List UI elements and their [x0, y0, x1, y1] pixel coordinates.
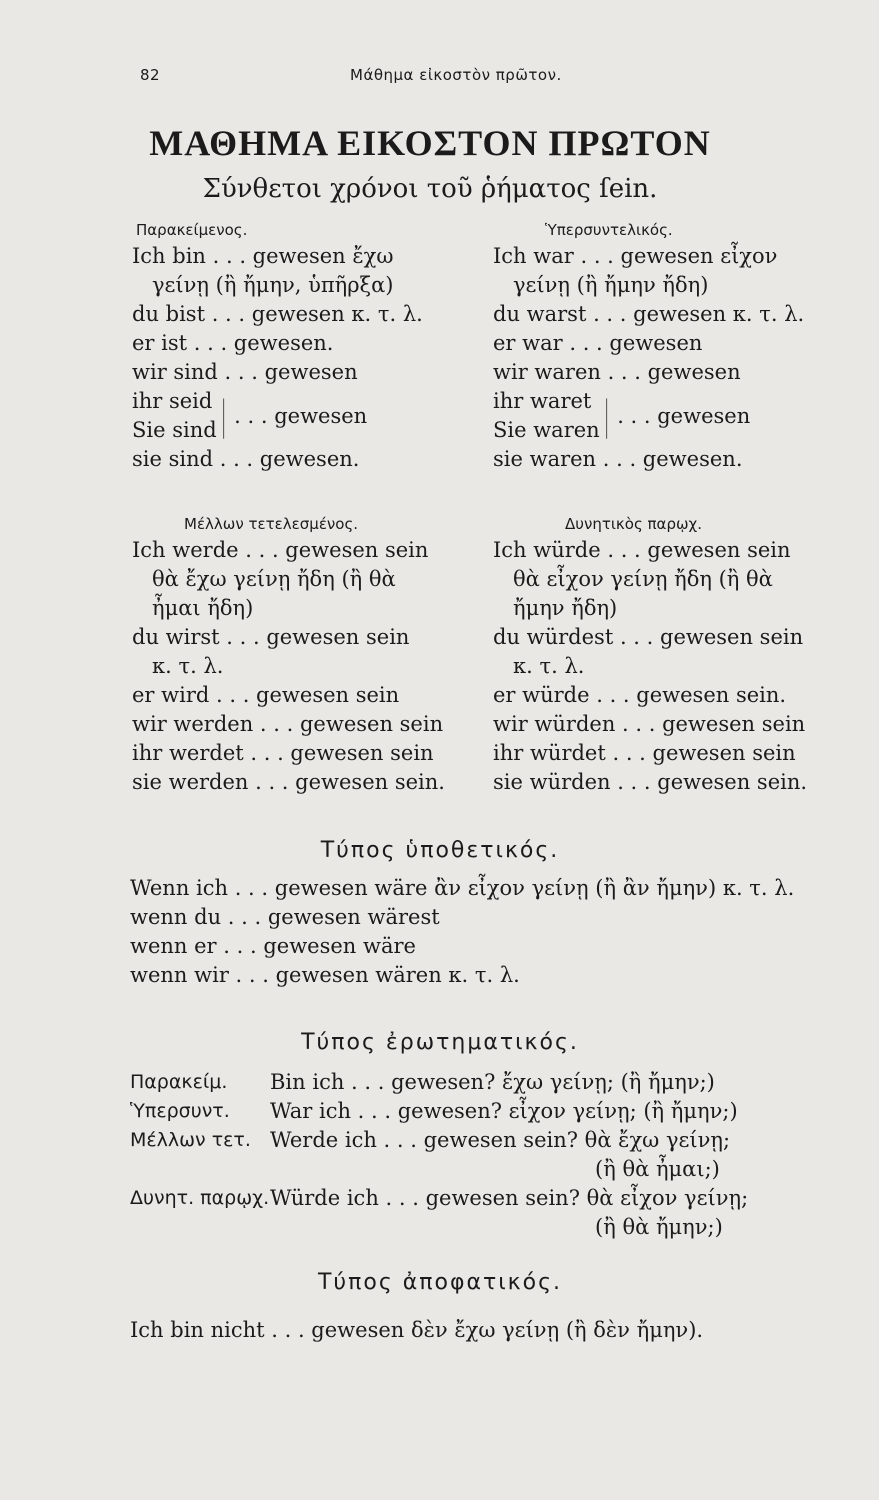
subjunctive-block: [130, 874, 830, 990]
conjugation-line: du bist . . . gewesen κ. τ. λ.: [132, 302, 423, 326]
interrogative-row: [130, 1068, 830, 1097]
interrogative-text: Bin ich . . . gewesen? ἔχω γείνῃ; (ἢ ἤμην;): [270, 1070, 715, 1094]
conjugation-line: du würdest . . . gewesen sein: [493, 625, 804, 649]
interrogative-text: Würde ich . . . gewesen sein? θὰ εἶχον γείνῃ;: [270, 1186, 749, 1210]
conjugation-line: er wird . . . gewesen sein: [132, 683, 400, 707]
brace-group: [493, 387, 838, 445]
perfect-tense-column: [132, 218, 477, 474]
interrogative-row: [130, 1184, 830, 1213]
negative-block: [130, 1316, 830, 1345]
interrogative-row: [130, 1097, 830, 1126]
section-heading-subjunctive: Τύπος ὑποθετικός.: [320, 838, 560, 863]
section-heading: Δυνητικὸς παρῳχ.: [565, 515, 702, 533]
conjugation-line: sie würden . . . gewesen sein.: [493, 770, 808, 794]
conjugation-line: θὰ ἔχω γείνῃ ἤδη (ἢ θὰ: [152, 567, 396, 591]
conjugation-line: wenn du . . . gewesen wärest: [130, 905, 440, 929]
conjugation-line: θὰ εἶχον γείνῃ ἤδη (ἢ θὰ: [513, 567, 773, 591]
conjugation-line: sie werden . . . gewesen sein.: [132, 770, 445, 794]
conjugation-line: Wenn ich . . . gewesen wäre ἂν εἶχον γείνῃ (ἢ ἂν ἤμην) κ. τ. λ.: [130, 876, 795, 900]
conjugation-line: γείνῃ (ἢ ἤμην, ὑπῆρξα): [152, 273, 394, 297]
conjugation-line: sie sind . . . gewesen.: [132, 447, 360, 471]
tense-label: Δυνητ. παρῳχ.: [130, 1187, 270, 1209]
section-heading: Παρακείμενος.: [136, 221, 248, 239]
tense-label: Ὑπερσυντ.: [130, 1100, 230, 1122]
section-heading-negative: Τύπος ἀποφατικός.: [317, 1270, 563, 1295]
interrogative-row: [130, 1126, 830, 1155]
section-heading-interrogative: Τύπος ἐρωτηματικός.: [301, 1030, 579, 1055]
interrogative-continuation: (ἢ θὰ ἦμαι;): [595, 1157, 720, 1181]
conjugation-line: ihr waret: [493, 389, 592, 413]
conjugation-line: wir werden . . . gewesen sein: [132, 712, 444, 736]
conjugation-line: . . . gewesen: [617, 403, 751, 428]
running-title: Μάθημα εἰκοστὸν πρῶτον.: [350, 66, 562, 84]
conjugation-line: wenn er . . . gewesen wäre: [130, 934, 416, 958]
conjugation-line: Ich würde . . . gewesen sein: [493, 538, 791, 562]
conjugation-line: Ich bin nicht . . . gewesen δὲν ἔχω γείνῃ (ἢ δὲν ἤμην).: [130, 1318, 704, 1342]
conjugation-line: ihr seid: [132, 389, 213, 413]
conjugation-line: du warst . . . gewesen κ. τ. λ.: [493, 302, 805, 326]
interrogative-text: War ich . . . gewesen? εἶχον γείνῃ; (ἢ ἤμην;): [270, 1099, 738, 1123]
section-heading: Ὑπερσυντελικός.: [545, 221, 673, 239]
lesson-title: ΜΑΘΗΜΑ ΕΙΚΟΣΤΟΝ ΠΡΩΤΟΝ: [149, 123, 711, 163]
page-number: 82: [140, 66, 161, 84]
lesson-subtitle: Σύνθετοι χρόνοι τοῦ ῥήματος ſein.: [202, 174, 658, 204]
conjugation-line: κ. τ. λ.: [152, 654, 224, 678]
tense-label: Παρακείμ.: [130, 1071, 228, 1093]
conjugation-line: Ich bin . . . gewesen ἔχω: [132, 244, 394, 268]
brace-mark: |: [603, 393, 610, 439]
conjugation-line: er würde . . . gewesen sein.: [493, 683, 787, 707]
conjugation-line: du wirst . . . gewesen sein: [132, 625, 410, 649]
conjugation-line: wir sind . . . gewesen: [132, 360, 358, 384]
interrogative-row: [130, 1155, 830, 1184]
conjugation-line: wir waren . . . gewesen: [493, 360, 741, 384]
interrogative-text: Werde ich . . . gewesen sein? θὰ ἔχω γείνῃ;: [270, 1128, 731, 1152]
conjugation-line: wenn wir . . . gewesen wären κ. τ. λ.: [130, 963, 520, 987]
conjugation-line: Ich werde . . . gewesen sein: [132, 538, 429, 562]
conjugation-line: Sie sind: [132, 418, 217, 442]
conjugation-line: . . . gewesen: [234, 403, 368, 428]
conjugation-line: er war . . . gewesen: [493, 331, 703, 355]
conjugation-line: wir würden . . . gewesen sein: [493, 712, 806, 736]
brace-group: [132, 387, 477, 445]
conjugation-line: γείνῃ (ἢ ἤμην ἤδη): [513, 273, 709, 297]
conjugation-line: κ. τ. λ.: [513, 654, 585, 678]
conjugation-line: Sie waren: [493, 418, 600, 442]
conjugation-line: sie waren . . . gewesen.: [493, 447, 743, 471]
conjugation-line: er ist . . . gewesen.: [132, 331, 334, 355]
conjugation-line: ihr werdet . . . gewesen sein: [132, 741, 434, 765]
conjugation-line: ἦμαι ἤδη): [152, 596, 254, 620]
pluperfect-tense-column: [493, 218, 838, 474]
conditional-perfect-column: [493, 512, 838, 797]
interrogative-block: [130, 1068, 830, 1242]
conjugation-line: Ich war . . . gewesen εἶχον: [493, 244, 778, 268]
conjugation-line: ἤμην ἤδη): [513, 596, 618, 620]
future-perfect-column: [132, 512, 477, 797]
conjugation-line: ihr würdet . . . gewesen sein: [493, 741, 796, 765]
interrogative-row: [130, 1213, 830, 1242]
section-heading: Μέλλων τετελεσμένος.: [184, 515, 359, 533]
running-header: [140, 66, 820, 90]
interrogative-continuation: (ἢ θὰ ἤμην;): [595, 1215, 723, 1239]
brace-mark: |: [220, 393, 227, 439]
tense-label: Μέλλων τετ.: [130, 1129, 251, 1151]
